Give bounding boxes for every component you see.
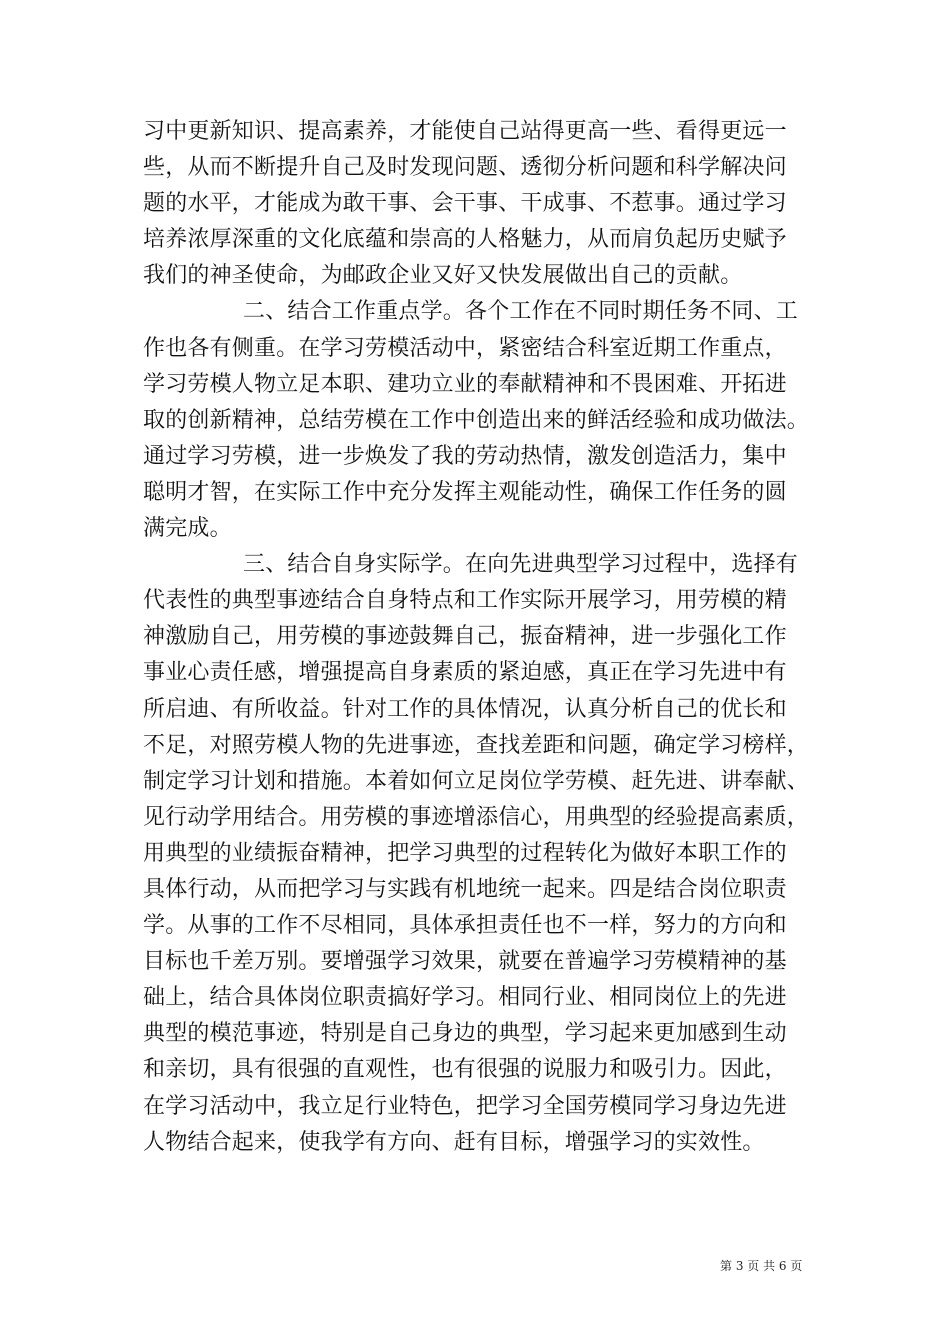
text-line: 学。从事的工作不尽相同，具体承担责任也不一样，努力的方向和: [143, 913, 787, 939]
text-line: 不足，对照劳模人物的先进事迹，查找差距和问题，确定学习榜样，: [143, 732, 810, 758]
text-line: 见行动学用结合。用劳模的事迹增添信心，用典型的经验提高素质，: [143, 804, 810, 830]
text-line: 典型的模范事迹，特别是自己身边的典型，学习起来更加感到生动: [143, 1021, 787, 1047]
section-heading-line: 二、结合工作重点学。各个工作在不同时期任务不同、工: [243, 299, 799, 325]
text-line: 取的创新精神，总结劳模在工作中创造出来的鲜活经验和成功做法。: [143, 407, 810, 433]
text-line: 题的水平，才能成为敢干事、会干事、干成事、不惹事。通过学习: [143, 191, 787, 217]
text-line: 神激励自己，用劳模的事迹鼓舞自己，振奋精神，进一步强化工作: [143, 624, 787, 650]
text-line: 事业心责任感，增强提高自身素质的紧迫感，真正在学习先进中有: [143, 660, 787, 686]
section-heading-line: 三、结合自身实际学。在向先进典型学习过程中，选择有: [243, 552, 799, 578]
text-line: 具体行动，从而把学习与实践有机地统一起来。四是结合岗位职责: [143, 876, 787, 902]
text-line: 作也各有侧重。在学习劳模活动中，紧密结合科室近期工作重点，: [143, 335, 787, 361]
text-line: 用典型的业绩振奋精神，把学习典型的过程转化为做好本职工作的: [143, 840, 787, 866]
text-line: 所启迪、有所收益。针对工作的具体情况，认真分析自己的优长和: [143, 696, 787, 722]
text-line: 培养浓厚深重的文化底蕴和崇高的人格魅力，从而肩负起历史赋予: [143, 227, 787, 253]
text-line: 通过学习劳模，进一步焕发了我的劳动热情，激发创造活力，集中: [143, 443, 787, 469]
text-line: 目标也千差万别。要增强学习效果，就要在普遍学习劳模精神的基: [143, 949, 787, 975]
text-line: 和亲切，具有很强的直观性，也有很强的说服力和吸引力。因此，: [143, 1057, 787, 1083]
text-line: 人物结合起来，使我学有方向、赶有目标，增强学习的实效性。: [143, 1129, 765, 1155]
text-line: 制定学习计划和措施。本着如何立足岗位学劳模、赶先进、讲奉献、: [143, 768, 810, 794]
text-line: 聪明才智，在实际工作中充分发挥主观能动性，确保工作任务的圆: [143, 479, 787, 505]
page-number: 第 3 页 共 6 页: [720, 1259, 803, 1273]
text-line: 代表性的典型事迹结合自身特点和工作实际开展学习，用劳模的精: [143, 588, 787, 614]
text-line: 在学习活动中，我立足行业特色，把学习全国劳模同学习身边先进: [143, 1093, 787, 1119]
document-body: [143, 114, 813, 1161]
text-line: 满完成。: [143, 516, 232, 542]
text-line: 础上，结合具体岗位职责搞好学习。相同行业、相同岗位上的先进: [143, 985, 787, 1011]
text-line: 学习劳模人物立足本职、建功立业的奉献精神和不畏困难、开拓进: [143, 371, 787, 397]
text-line: 些，从而不断提升自己及时发现问题、透彻分析问题和科学解决问: [143, 155, 787, 181]
text-line: 我们的神圣使命，为邮政企业又好又快发展做出自己的贡献。: [143, 263, 743, 289]
text-line: 习中更新知识、提高素养，才能使自己站得更高一些、看得更远一: [143, 119, 787, 144]
